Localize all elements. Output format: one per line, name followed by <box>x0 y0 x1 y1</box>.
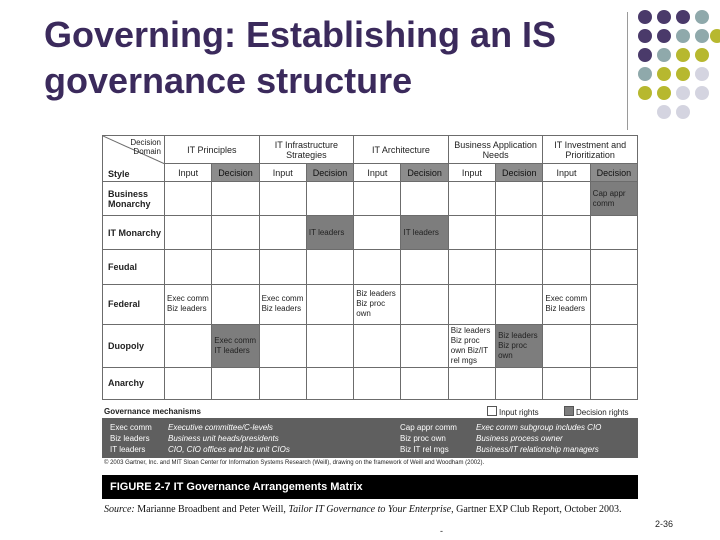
input-swatch <box>487 406 497 416</box>
domain-header: IT Principles <box>165 136 260 164</box>
decision-swatch <box>564 406 574 416</box>
mech-abbrev: Exec comm <box>110 423 152 432</box>
input-cell <box>259 324 306 367</box>
decision-cell <box>590 367 637 399</box>
decision-cell <box>212 182 259 216</box>
decision-cell <box>306 284 353 324</box>
input-cell: Exec comm Biz leaders <box>259 284 306 324</box>
decor-dot <box>695 48 709 62</box>
matrix-row <box>103 182 638 216</box>
input-cell <box>543 324 590 367</box>
row-style-label: Feudal <box>103 250 165 284</box>
decor-dot <box>638 48 652 62</box>
mech-right-descs <box>476 422 601 455</box>
mech-abbrev: IT leaders <box>110 445 146 454</box>
input-cell <box>259 250 306 284</box>
governance-matrix <box>102 135 638 400</box>
decision-subheader: Decision <box>212 164 259 182</box>
decision-subheader: Decision <box>496 164 543 182</box>
decision-cell: Cap appr comm <box>590 182 637 216</box>
decision-cell <box>590 284 637 324</box>
governance-figure <box>102 135 638 531</box>
mech-desc: Exec comm subgroup includes CIO <box>476 423 602 432</box>
matrix-row <box>103 367 638 399</box>
decision-cell <box>496 250 543 284</box>
decision-cell <box>496 284 543 324</box>
legend-input-label: Input rights <box>499 408 539 417</box>
input-cell <box>165 367 212 399</box>
decision-cell <box>590 216 637 250</box>
decor-dot <box>676 29 690 43</box>
mech-desc: Business unit heads/presidents <box>168 434 279 443</box>
input-cell <box>448 284 495 324</box>
copyright-credit: © 2003 Gartner, Inc. and MIT Sloan Center for Information Systems Research (Weill), drawing on the framework of Weill and Woodham (2002). <box>104 460 485 466</box>
decor-dot <box>676 86 690 100</box>
input-cell <box>448 250 495 284</box>
input-cell <box>543 250 590 284</box>
decision-cell <box>306 324 353 367</box>
decor-dot <box>638 67 652 81</box>
input-subheader: Input <box>165 164 212 182</box>
decor-dot <box>676 48 690 62</box>
input-cell: Exec comm Biz leaders <box>165 284 212 324</box>
input-cell <box>448 182 495 216</box>
decor-dot <box>676 105 690 119</box>
input-cell <box>543 182 590 216</box>
decision-cell: IT leaders <box>401 216 448 250</box>
decision-cell <box>401 250 448 284</box>
row-style-label: Business Monarchy <box>103 182 165 216</box>
decor-dot <box>638 10 652 24</box>
input-subheader: Input <box>543 164 590 182</box>
input-cell <box>448 367 495 399</box>
mech-left-descs <box>168 422 290 455</box>
domain-header: IT Architecture <box>354 136 449 164</box>
decor-dot <box>695 10 709 24</box>
matrix-row <box>103 284 638 324</box>
domain-header: IT Infrastructure Strategies <box>259 136 354 164</box>
mech-right-abbrevs <box>400 422 457 455</box>
input-cell: Biz leaders Biz proc own Biz/IT rel mgs <box>448 324 495 367</box>
input-cell <box>165 216 212 250</box>
mech-abbrev: Biz proc own <box>400 434 446 443</box>
decision-cell <box>401 284 448 324</box>
input-cell <box>165 182 212 216</box>
decision-cell <box>496 367 543 399</box>
mech-left-abbrevs <box>110 422 152 455</box>
input-cell <box>165 250 212 284</box>
legend-decision <box>564 406 628 417</box>
legend-input <box>487 406 539 417</box>
decor-dot <box>695 67 709 81</box>
mech-abbrev: Biz leaders <box>110 434 150 443</box>
decision-subheader: Decision <box>306 164 353 182</box>
title-divider-line <box>627 12 628 130</box>
matrix-row <box>103 216 638 250</box>
input-cell <box>354 182 401 216</box>
input-cell <box>165 324 212 367</box>
input-cell <box>259 182 306 216</box>
input-cell <box>354 324 401 367</box>
page-number: 2-36 <box>655 519 674 529</box>
input-cell <box>354 216 401 250</box>
source-citation <box>104 504 636 516</box>
input-cell <box>543 216 590 250</box>
mech-desc: Executive committee/C-levels <box>168 423 273 432</box>
decor-dot <box>657 105 671 119</box>
mech-abbrev: Cap appr comm <box>400 423 457 432</box>
figure-caption-bar: FIGURE 2-7 IT Governance Arrangements Matrix <box>102 475 638 499</box>
matrix-corner <box>103 136 165 182</box>
input-cell <box>259 367 306 399</box>
source-book-title: Tailor IT Governance to Your Enterprise <box>288 504 452 515</box>
decor-dot <box>657 86 671 100</box>
decor-dot <box>695 86 709 100</box>
decor-dot <box>657 10 671 24</box>
decision-subheader: Decision <box>590 164 637 182</box>
decision-cell <box>401 182 448 216</box>
source-prefix: Source: <box>104 504 135 515</box>
decision-cell: Biz leaders Biz proc own <box>496 324 543 367</box>
decorative-dot-grid <box>638 10 720 122</box>
input-cell: Biz leaders Biz proc own <box>354 284 401 324</box>
decor-dot <box>657 67 671 81</box>
decor-dot <box>676 67 690 81</box>
decision-cell <box>306 250 353 284</box>
source-publisher: , Gartner EXP Club Report, October 2003. <box>451 504 622 515</box>
decor-dot <box>657 48 671 62</box>
decision-cell <box>401 367 448 399</box>
row-style-label: IT Monarchy <box>103 216 165 250</box>
input-cell <box>354 250 401 284</box>
decision-cell <box>590 250 637 284</box>
decision-cell <box>401 324 448 367</box>
row-style-label: Duopoly <box>103 324 165 367</box>
decor-dot <box>710 29 720 43</box>
decor-dot <box>657 29 671 43</box>
input-subheader: Input <box>259 164 306 182</box>
decision-cell <box>496 216 543 250</box>
decision-cell <box>306 182 353 216</box>
footer-mark: - <box>440 526 443 536</box>
decor-dot <box>676 10 690 24</box>
input-cell <box>448 216 495 250</box>
mech-desc: Business/IT relationship managers <box>476 445 599 454</box>
corner-decision-label: Decision <box>130 138 161 147</box>
source-authors: Marianne Broadbent and Peter Weill, <box>134 504 289 515</box>
decision-cell <box>496 182 543 216</box>
mech-abbrev: Biz IT rel mgs <box>400 445 449 454</box>
corner-domain-label: Domain <box>133 147 161 156</box>
slide-title: Governing: Establishing an IS governance structure <box>44 14 557 101</box>
decision-cell <box>212 284 259 324</box>
decision-cell: Exec comm IT leaders <box>212 324 259 367</box>
domain-header: Business Application Needs <box>448 136 543 164</box>
domain-header: IT Investment and Prioritization <box>543 136 638 164</box>
corner-style-label: Style <box>108 169 130 179</box>
decision-cell <box>212 250 259 284</box>
row-style-label: Anarchy <box>103 367 165 399</box>
row-style-label: Federal <box>103 284 165 324</box>
input-cell <box>259 216 306 250</box>
decor-dot <box>695 29 709 43</box>
matrix-row <box>103 250 638 284</box>
decision-cell <box>212 367 259 399</box>
input-cell: Exec comm Biz leaders <box>543 284 590 324</box>
input-subheader: Input <box>354 164 401 182</box>
decor-dot <box>638 86 652 100</box>
matrix-row <box>103 324 638 367</box>
input-cell <box>543 367 590 399</box>
mech-desc: CIO, CIO offices and biz unit CIOs <box>168 445 290 454</box>
mech-desc: Business process owner <box>476 434 563 443</box>
decision-cell <box>590 324 637 367</box>
input-cell <box>354 367 401 399</box>
legend-decision-label: Decision rights <box>576 408 629 417</box>
input-subheader: Input <box>448 164 495 182</box>
mechanisms-box <box>102 418 638 458</box>
decision-cell <box>212 216 259 250</box>
mechanisms-title: Governance mechanisms <box>104 407 201 416</box>
decor-dot <box>638 29 652 43</box>
decision-cell <box>306 367 353 399</box>
decision-subheader: Decision <box>401 164 448 182</box>
decision-cell: IT leaders <box>306 216 353 250</box>
